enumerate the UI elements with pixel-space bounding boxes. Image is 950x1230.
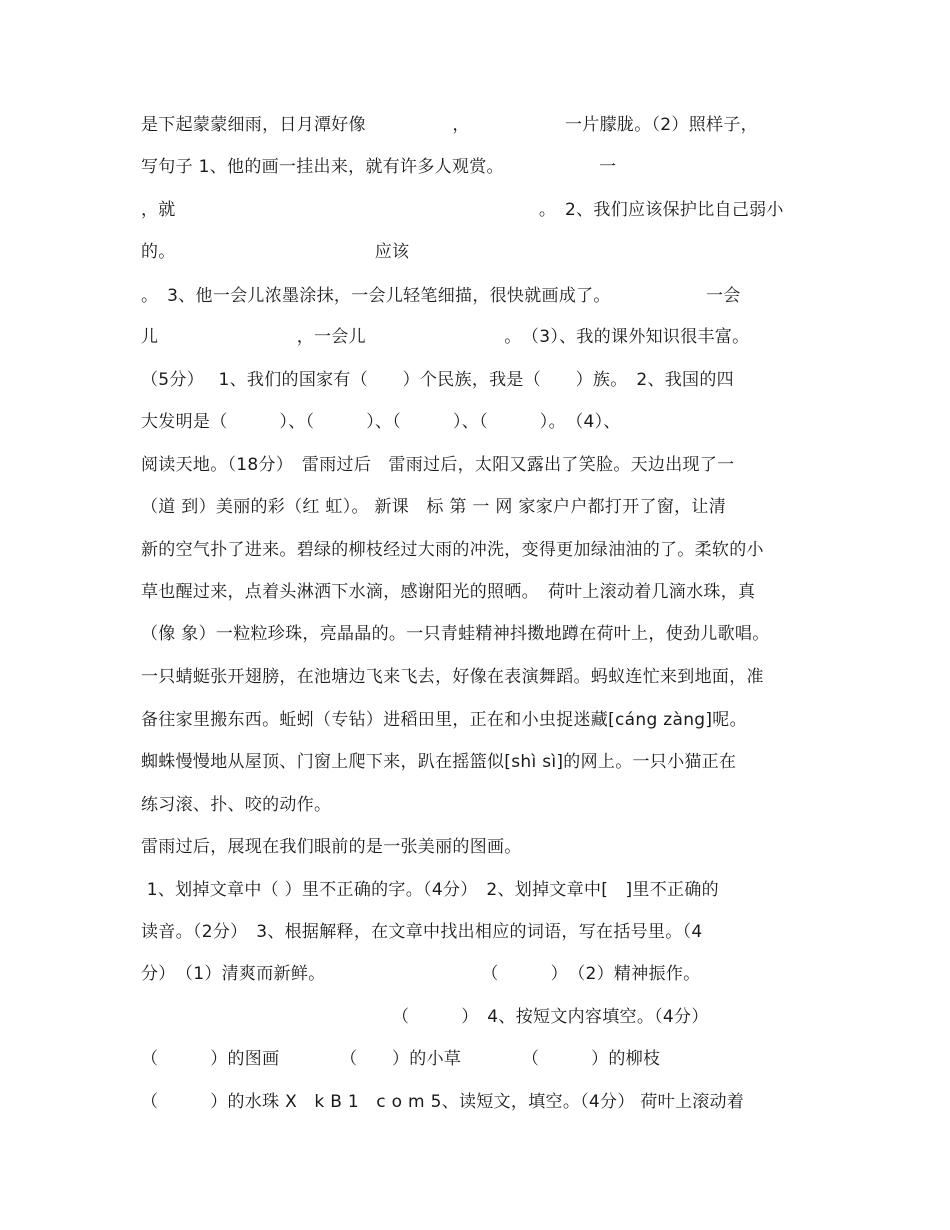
- text-line: （像 象）一粒粒珍珠，亮晶晶的。一只青蛙精神抖擞地蹲在荷叶上，使劲儿歌唱。: [141, 624, 770, 644]
- text-line: 1、划掉文章中（ ）里不正确的字。（4分） 2、划掉文章中[ ]里不正确的: [141, 880, 719, 900]
- text-line: （5分） 1、我们的国家有（ ）个民族，我是（ ）族。 2、我国的四: [141, 370, 734, 390]
- text-line: 儿 ，一会儿 。 （3）、我的课外知识很丰富。: [141, 327, 750, 347]
- text-line: ，就 。 2、我们应该保护比自己弱小: [141, 200, 784, 220]
- text-line: 阅读天地。（18分） 雷雨过后 雷雨过后，太阳又露出了笑脸。天边出现了一: [141, 455, 735, 475]
- text-line: 。 3、他一会儿浓墨涂抹，一会儿轻笔细描，很快就画成了。 一会: [141, 286, 741, 306]
- text-line: （ ）的图画 （ ）的小草 （ ）的柳枝: [141, 1049, 661, 1069]
- text-line: 备往家里搬东西。蚯蚓（专钻）进稻田里，正在和小虫捉迷藏[cáng zàng]呢。: [141, 710, 747, 730]
- text-line: 写句子 1、他的画一挂出来，就有许多人观赏。 一: [141, 157, 617, 177]
- text-line: 大发明是（ ）、（ ）、（ ）、（ ）。 （4）、: [141, 412, 621, 432]
- text-line: 新的空气扑了进来。碧绿的柳枝经过大雨的冲洗，变得更加绿油油的了。柔软的小: [141, 540, 764, 560]
- text-line: 一只蜻蜓张开翅膀，在池塘边飞来飞去，好像在表演舞蹈。蚂蚁连忙来到地面，准: [141, 667, 764, 687]
- text-line: 练习滚、扑、咬的动作。: [141, 795, 332, 815]
- text-line: （ ） 4、按短文内容填空。（4分）: [141, 1007, 709, 1027]
- text-line: （道 到）美丽的彩（红 虹）。 新课 标 第 一 网 家家户户都打开了窗，让清: [141, 497, 727, 517]
- text-line: （ ）的水珠 X k B 1 c o m 5、读短文，填空。（4分） 荷叶上滚动着: [141, 1092, 745, 1112]
- text-line: 分） （1）清爽而新鲜。 （ ） （2）精神振作。: [141, 964, 701, 984]
- text-line: 的。 应该: [141, 242, 410, 262]
- text-line: 蜘蛛慢慢地从屋顶、门窗上爬下来，趴在摇篮似[shì sì]的网上。一只小猫正在: [141, 752, 737, 772]
- text-line: 雷雨过后，展现在我们眼前的是一张美丽的图画。: [141, 837, 522, 857]
- text-line: 读音。（2分） 3、根据解释，在文章中找出相应的词语，写在括号里。（4: [141, 922, 703, 942]
- text-line: 是下起蒙蒙细雨，日月潭好像 ， 一片朦胧。（2）照样子，: [141, 115, 758, 135]
- text-line: 草也醒过来，点着头淋洒下水滴，感谢阳光的照晒。 荷叶上滚动着几滴水珠，真: [141, 582, 756, 602]
